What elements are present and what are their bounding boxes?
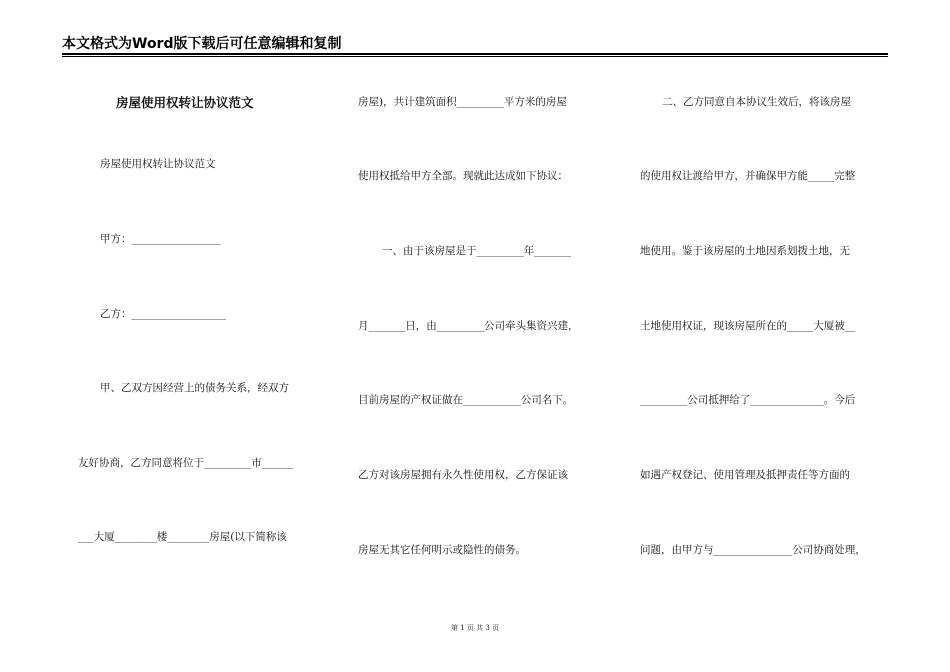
text-line: 二、乙方同意自本协议生效后，将该房屋 [662, 96, 851, 108]
text-line: 房屋使用权转让协议范文 [100, 158, 216, 170]
text-line: 甲方：_________________ [100, 233, 221, 245]
text-line: 乙方对该房屋拥有永久性使用权，乙方保证该 [358, 469, 568, 481]
text-line: 乙方：__________________ [100, 308, 226, 320]
document-title: 房屋使用权转让协议范文 [116, 95, 254, 110]
text-line: 房屋无其它任何明示或隐性的债务。 [358, 544, 526, 556]
header-rule-thin [62, 56, 888, 57]
text-line: 使用权抵给甲方全部。现就此达成如下协议： [358, 170, 568, 182]
page-number: 第 1 页 共 3 页 [450, 624, 500, 632]
text-line: 地使用。鉴于该房屋的土地因系划拨土地，无 [640, 245, 850, 257]
text-line: 目前房屋的产权证做在___________公司名下。 [358, 394, 574, 406]
text-line: 月_______日，由_________公司牵头集资兴建， [358, 320, 579, 332]
text-line: 土地使用权证，现该房屋所在的_____大厦被__ [640, 320, 856, 332]
text-line: 一、由于该房屋是于_________年_______ [382, 245, 571, 257]
text-line: 房屋)，共计建筑面积_________平方米的房屋 [358, 96, 567, 108]
header-rule-thick [62, 53, 888, 55]
text-line: 友好协商，乙方同意将位于_________市______ [78, 457, 294, 469]
header-text: 本文格式为Word版下载后可任意编辑和复制 [62, 36, 342, 52]
text-line: 的使用权让渡给甲方，并确保甲方能_____完整 [640, 170, 856, 182]
text-line: 如遇产权登记、使用管理及抵押责任等方面的 [640, 469, 850, 481]
text-line: ___大厦________楼________房屋(以下简称该 [78, 531, 287, 543]
text-line: 甲、乙双方因经营上的债务关系，经双方 [100, 382, 289, 394]
text-line: _________公司抵押给了______________。今后 [640, 394, 856, 406]
text-line: 问题，由甲方与_______________公司协商处理， [640, 544, 866, 556]
